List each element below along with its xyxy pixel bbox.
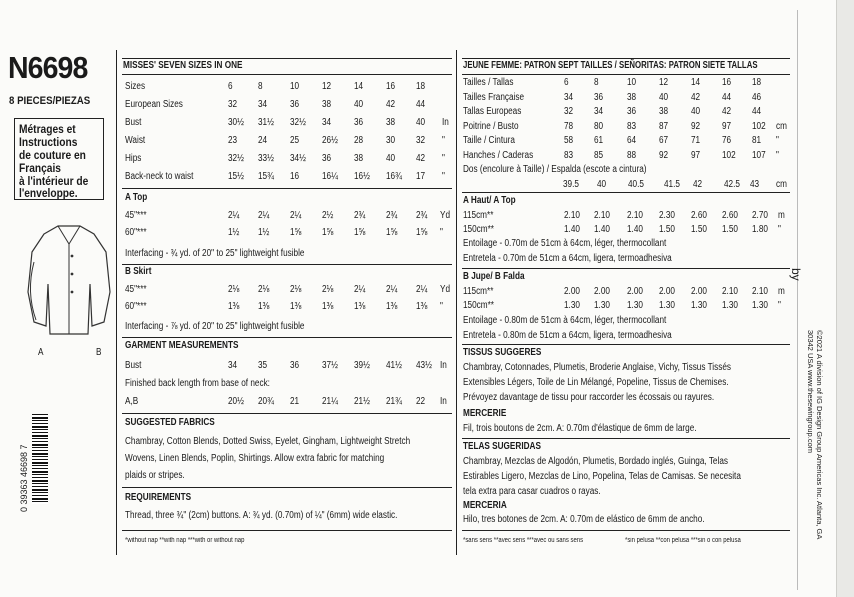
size-value: 44 (416, 99, 426, 110)
size-value: 38 (627, 91, 637, 103)
size-value: 2.00 (659, 286, 675, 297)
size-value: 12 (322, 81, 332, 92)
size-value: 18 (416, 81, 426, 92)
size-value: 15¾ (258, 171, 274, 182)
mercerie-heading: MERCERIE (463, 408, 507, 419)
size-value: 34 (564, 91, 574, 103)
size-value: 1⅜ (386, 301, 398, 312)
merceria-text: Hilo, tres botones de 2cm. A: 0.70m de elástico de 6mm de ancho. (463, 514, 705, 525)
unit-label: m (778, 286, 785, 297)
rule (122, 413, 452, 414)
size-value: 38 (322, 99, 332, 110)
b-skirt-interfacing: Interfacing - ⅞ yd. of 20" to 25" lightweight fusible (125, 321, 305, 332)
merceria-heading: MERCERIA (463, 500, 507, 511)
size-value: 2⅛ (322, 284, 334, 295)
nap-footnote-es: *sin pelusa **con pelusa ***sin o con pelusa (625, 537, 741, 544)
size-value: 36 (354, 117, 364, 128)
size-value: 34 (322, 117, 332, 128)
french-spanish-title: JEUNE FEMME: PATRON SEPT TAILLES / SEÑORITAS: PATRON SIETE TALLAS (463, 60, 758, 71)
ab-value: 22 (416, 396, 426, 407)
size-value: 1.30 (659, 300, 675, 311)
garment-measurements-heading: GARMENT MEASUREMENTS (125, 340, 239, 351)
size-value: 38 (354, 153, 364, 164)
requirements-heading: REQUIREMENTS (125, 492, 192, 503)
unit-label: cm (776, 179, 787, 190)
row-label: 150cm** (463, 224, 495, 235)
row-label: Tailles / Tallas (463, 77, 514, 88)
a-entoilage: Entoilage - 0.70m de 51cm à 64cm, léger, thermocollant (463, 238, 667, 249)
rule (122, 264, 452, 265)
size-value: 2.70 (752, 210, 768, 221)
fabrics-line: Chambray, Cotton Blends, Dotted Swiss, Eyelet, Gingham, Lightweight Stretch (125, 436, 411, 447)
size-value: 1.80 (752, 224, 768, 235)
size-value: 30 (386, 135, 396, 146)
size-value: 1.50 (659, 224, 675, 235)
size-value: 1⅜ (290, 301, 302, 312)
bust-value: 43½ (416, 360, 432, 371)
size-value: 1½ (258, 227, 270, 238)
size-value: 18 (752, 77, 762, 88)
telas-line: tela extra para casar cuadros o rayas. (463, 486, 601, 497)
dos-value: 42.5 (724, 179, 740, 190)
unit-label: cm (776, 120, 787, 132)
size-value: 2.10 (564, 210, 580, 221)
size-value: 6 (564, 77, 569, 88)
row-label: Hanches / Caderas (463, 149, 534, 161)
size-value: 33½ (258, 153, 274, 164)
b-entoilage: Entoilage - 0.80m de 51cm à 64cm, léger, thermocollant (463, 315, 667, 326)
dos-value: 40.5 (628, 179, 644, 190)
tissus-line: Extensibles Légers, Toile de Lin Mélangé, Popeline, Tissus de Chemises. (463, 377, 729, 388)
ab-value: 21¼ (322, 396, 338, 407)
size-value: 2¾ (386, 210, 398, 221)
dos-value: 40 (597, 179, 607, 190)
size-value: 2¾ (416, 210, 428, 221)
size-value: 1.40 (594, 224, 610, 235)
rule (122, 188, 452, 189)
size-value: 2¼ (386, 284, 398, 295)
size-value: 6 (228, 81, 233, 92)
bust-label: Bust (125, 360, 142, 371)
bust-value: 36 (290, 360, 300, 371)
size-value: 1⅜ (228, 301, 240, 312)
view-a-label: A (38, 347, 44, 358)
size-value: 2½ (322, 210, 334, 221)
unit-label: In (442, 117, 449, 128)
size-value: 1½ (228, 227, 240, 238)
size-value: 1⅜ (354, 301, 366, 312)
nap-footnote-fr: *sans sens **avec sens ***avec ou sans sens (463, 537, 584, 544)
unit-label: " (778, 224, 781, 235)
size-value: 1⅝ (322, 227, 334, 238)
b-skirt-heading: B Skirt (125, 266, 152, 277)
size-value: 44 (722, 91, 732, 103)
size-value: 2.60 (691, 210, 707, 221)
ab-value: 21 (290, 396, 300, 407)
size-value: 10 (627, 77, 637, 88)
size-value: 61 (594, 135, 604, 146)
size-value: 2¼ (354, 284, 366, 295)
size-value: 36 (290, 99, 300, 110)
row-label: 115cm** (463, 286, 494, 297)
size-value: 2⅛ (228, 284, 240, 295)
size-value: 40 (691, 106, 701, 117)
row-label: 45"*** (125, 284, 147, 295)
size-value: 102 (722, 149, 736, 161)
dos-label: Dos (encolure à Taille) / Espalda (escote a cintura) (463, 164, 647, 175)
size-value: 1.50 (691, 224, 707, 235)
row-label: 115cm** (463, 210, 494, 221)
size-value: 2.00 (627, 286, 643, 297)
size-value: 12 (659, 77, 669, 88)
ab-value: 20½ (228, 396, 244, 407)
size-value: 16 (722, 77, 732, 88)
size-value: 44 (752, 106, 762, 117)
size-value: 16¼ (322, 171, 338, 182)
size-value: 85 (594, 149, 604, 161)
size-value: 38 (386, 117, 396, 128)
rule (462, 268, 790, 269)
size-value: 25 (290, 135, 300, 146)
french-line: Instructions (19, 135, 78, 149)
size-value: 1.30 (722, 300, 738, 311)
bust-value: 34 (228, 360, 238, 371)
size-value: 2.00 (564, 286, 580, 297)
size-value: 1.40 (564, 224, 580, 235)
size-value: 16½ (354, 171, 370, 182)
size-value: 1⅜ (416, 301, 428, 312)
size-value: 26½ (322, 135, 338, 146)
french-line: Français (19, 161, 61, 175)
bust-value: 35 (258, 360, 268, 371)
dos-value: 42 (693, 179, 703, 190)
size-value: 36 (627, 106, 637, 117)
size-value: 97 (691, 149, 701, 161)
misses-title: MISSES' SEVEN SIZES IN ONE (123, 60, 243, 71)
size-value: 2.00 (691, 286, 707, 297)
french-line: Métrages et (19, 122, 76, 136)
rule (122, 530, 452, 531)
size-value: 32 (564, 106, 574, 117)
by-label: by (789, 268, 803, 281)
size-value: 1⅜ (322, 301, 334, 312)
b-entretela: Entretela - 0.80m de 51cm a 64cm, ligera, termoadhesiva (463, 330, 672, 341)
size-value: 2¼ (228, 210, 240, 221)
size-value: 40 (386, 153, 396, 164)
size-value: 34 (594, 106, 604, 117)
bust-value: 37½ (322, 360, 338, 371)
row-label: Poitrine / Busto (463, 120, 519, 132)
size-value: 8 (258, 81, 263, 92)
size-value: 1⅝ (354, 227, 366, 238)
row-label: Tailles Française (463, 91, 525, 103)
unit-label: " (442, 135, 445, 146)
size-value: 42 (722, 106, 732, 117)
size-value: 8 (594, 77, 599, 88)
size-value: 14 (354, 81, 364, 92)
row-label: Bust (125, 117, 142, 128)
size-value: 40 (354, 99, 364, 110)
pattern-number: N6698 (8, 50, 88, 85)
size-value: 2¾ (354, 210, 366, 221)
dos-value: 41.5 (664, 179, 680, 190)
rule (462, 58, 790, 59)
size-value: 28 (354, 135, 364, 146)
envelope-flap (836, 0, 854, 597)
jacket-line-drawing (14, 222, 124, 340)
size-value: 16¾ (386, 171, 402, 182)
nap-footnote: *without nap **with nap ***with or without nap (125, 537, 245, 544)
row-label: European Sizes (125, 99, 183, 110)
size-value: 87 (659, 120, 669, 132)
unit-label: " (776, 135, 779, 146)
size-value: 1⅝ (290, 227, 302, 238)
size-value: 1.30 (564, 300, 580, 311)
rule (462, 344, 790, 345)
size-value: 2⅛ (290, 284, 302, 295)
row-label: 150cm** (463, 300, 495, 311)
size-value: 2.10 (722, 286, 738, 297)
size-value: 58 (564, 135, 574, 146)
ab-value: 21¾ (386, 396, 402, 407)
unit-label: " (440, 227, 443, 238)
barcode (32, 414, 48, 504)
rule (462, 192, 790, 193)
size-value: 2.00 (594, 286, 610, 297)
size-value: 1⅜ (258, 301, 270, 312)
view-b-label: B (96, 347, 102, 358)
ab-value: 20¾ (258, 396, 274, 407)
center-divider (456, 50, 457, 555)
fabrics-line: Wovens, Linen Blends, Poplin, Shirtings. Allow extra fabric for matching (125, 453, 385, 464)
size-value: 1⅝ (416, 227, 428, 238)
size-value: 1.30 (752, 300, 768, 311)
tissus-heading: TISSUS SUGGERES (463, 347, 542, 358)
french-instructions-box (14, 118, 104, 200)
size-value: 107 (752, 149, 766, 161)
size-value: 32 (416, 135, 426, 146)
size-value: 30½ (228, 117, 244, 128)
rule (122, 337, 452, 338)
size-value: 23 (228, 135, 238, 146)
size-value: 42 (416, 153, 426, 164)
size-value: 64 (627, 135, 637, 146)
size-value: 32½ (228, 153, 244, 164)
unit-label: " (442, 171, 445, 182)
size-value: 42 (386, 99, 396, 110)
size-value: 92 (691, 120, 701, 132)
size-value: 2.60 (722, 210, 738, 221)
bust-value: 39½ (354, 360, 370, 371)
rule (122, 74, 452, 75)
size-value: 71 (691, 135, 701, 146)
rule (462, 438, 790, 439)
tissus-line: Chambray, Cotonnades, Plumetis, Broderie Anglaise, Vichy, Tissus Tissés (463, 362, 731, 373)
size-value: 34 (258, 99, 268, 110)
size-value: 1.30 (594, 300, 610, 311)
row-label: 60"*** (125, 227, 147, 238)
size-value: 1.30 (627, 300, 643, 311)
size-value: 2.10 (594, 210, 610, 221)
size-value: 24 (258, 135, 268, 146)
size-value: 2¼ (258, 210, 270, 221)
french-line: de couture en (19, 148, 86, 162)
row-label: Tallas Europeas (463, 106, 522, 117)
telas-heading: TELAS SUGERIDAS (463, 441, 541, 452)
left-divider (116, 50, 117, 555)
unit-label: Yd (440, 284, 451, 295)
rule (462, 530, 790, 531)
ab-value: 21½ (354, 396, 370, 407)
a-haut-heading: A Haut/ A Top (463, 195, 516, 206)
size-value: 10 (290, 81, 300, 92)
french-line: l'enveloppe. (19, 186, 78, 200)
size-value: 2.10 (752, 286, 768, 297)
unit-label: " (778, 300, 781, 311)
size-value: 32½ (290, 117, 306, 128)
size-value: 81 (752, 135, 762, 146)
telas-line: Estirables Ligero, Mezclas de Lino, Popelina, Telas de Camisas. Se necesita (463, 471, 741, 482)
unit-label: In (440, 396, 447, 407)
size-value: 88 (627, 149, 637, 161)
mercerie-text: Fil, trois boutons de 2cm. A: 0.70m d'élastique de 6mm de large. (463, 423, 697, 434)
size-value: 2¼ (290, 210, 302, 221)
row-label: Taille / Cintura (463, 135, 515, 146)
unit-label: m (778, 210, 785, 221)
rule (122, 58, 452, 59)
size-value: 14 (691, 77, 701, 88)
size-value: 102 (752, 120, 766, 132)
a-entretela: Entretela - 0.70m de 51cm a 64cm, ligera, termoadhesiva (463, 253, 672, 264)
size-value: 16 (386, 81, 396, 92)
size-value: 83 (564, 149, 574, 161)
a-top-heading: A Top (125, 192, 148, 203)
size-value: 36 (594, 91, 604, 103)
size-value: 78 (564, 120, 574, 132)
size-value: 40 (659, 91, 669, 103)
dos-value: 39.5 (563, 179, 579, 190)
size-value: 15½ (228, 171, 244, 182)
size-value: 46 (752, 91, 762, 103)
size-value: 2.30 (659, 210, 675, 221)
size-value: 32 (228, 99, 238, 110)
size-value: 1.50 (722, 224, 738, 235)
side-divider (797, 10, 798, 590)
unit-label: Yd (440, 210, 451, 221)
size-value: 31½ (258, 117, 274, 128)
b-jupe-heading: B Jupe/ B Falda (463, 271, 525, 282)
size-value: 34½ (290, 153, 306, 164)
a-top-interfacing: Interfacing - ¾ yd. of 20" to 25" lightweight fusible (125, 248, 305, 259)
size-value: 17 (416, 171, 426, 182)
bust-value: 41½ (386, 360, 402, 371)
row-label: Hips (125, 153, 142, 164)
tissus-line: Prévoyez davantage de tissu pour raccorder les écossais ou rayures. (463, 392, 715, 403)
size-value: 1.40 (627, 224, 643, 235)
size-value: 2⅛ (258, 284, 270, 295)
telas-line: Chambray, Mezclas de Algodón, Plumetis, Bordado inglés, Guinga, Telas (463, 456, 728, 467)
unit-label: " (442, 153, 445, 164)
size-value: 40 (416, 117, 426, 128)
unit-label: " (776, 149, 779, 161)
row-label: 60"*** (125, 301, 147, 312)
size-value: 67 (659, 135, 669, 146)
dos-value: 43 (750, 179, 760, 190)
fabrics-line: plaids or stripes. (125, 470, 185, 481)
size-value: 80 (594, 120, 604, 132)
ab-label: A,B (125, 396, 139, 407)
size-value: 2¼ (416, 284, 428, 295)
finished-length-label: Finished back length from base of neck: (125, 378, 270, 389)
size-value: 2.10 (627, 210, 643, 221)
unit-label: " (440, 301, 443, 312)
size-value: 38 (659, 106, 669, 117)
row-label: Back-neck to waist (125, 171, 194, 182)
size-value: 83 (627, 120, 637, 132)
rule (122, 487, 452, 488)
unit-label: In (440, 360, 447, 371)
size-value: 1.30 (691, 300, 707, 311)
row-label: Waist (125, 135, 146, 146)
size-value: 76 (722, 135, 732, 146)
size-value: 16 (290, 171, 300, 182)
barcode-digits: 0 39363 46698 7 (19, 444, 29, 512)
size-value: 36 (322, 153, 332, 164)
requirements-text: Thread, three ¾" (2cm) buttons. A: ¾ yd. (0.70m) of ¼" (6mm) wide elastic. (125, 510, 398, 521)
row-label: 45"*** (125, 210, 147, 221)
suggested-fabrics-heading: SUGGESTED FABRICS (125, 417, 215, 428)
row-label: Sizes (125, 81, 146, 92)
pieces-count: 8 PIECES/PIEZAS (9, 95, 91, 107)
size-value: 97 (722, 120, 732, 132)
copyright-text: ©2021 A division of IG Design Group Americas Inc. Atlanta, GA 30342 USA www.thesewingroup.com (806, 330, 824, 539)
size-value: 1⅝ (386, 227, 398, 238)
size-value: 42 (691, 91, 701, 103)
french-line: à l'intérieur de (19, 174, 89, 188)
rule (462, 74, 790, 75)
size-value: 92 (659, 149, 669, 161)
